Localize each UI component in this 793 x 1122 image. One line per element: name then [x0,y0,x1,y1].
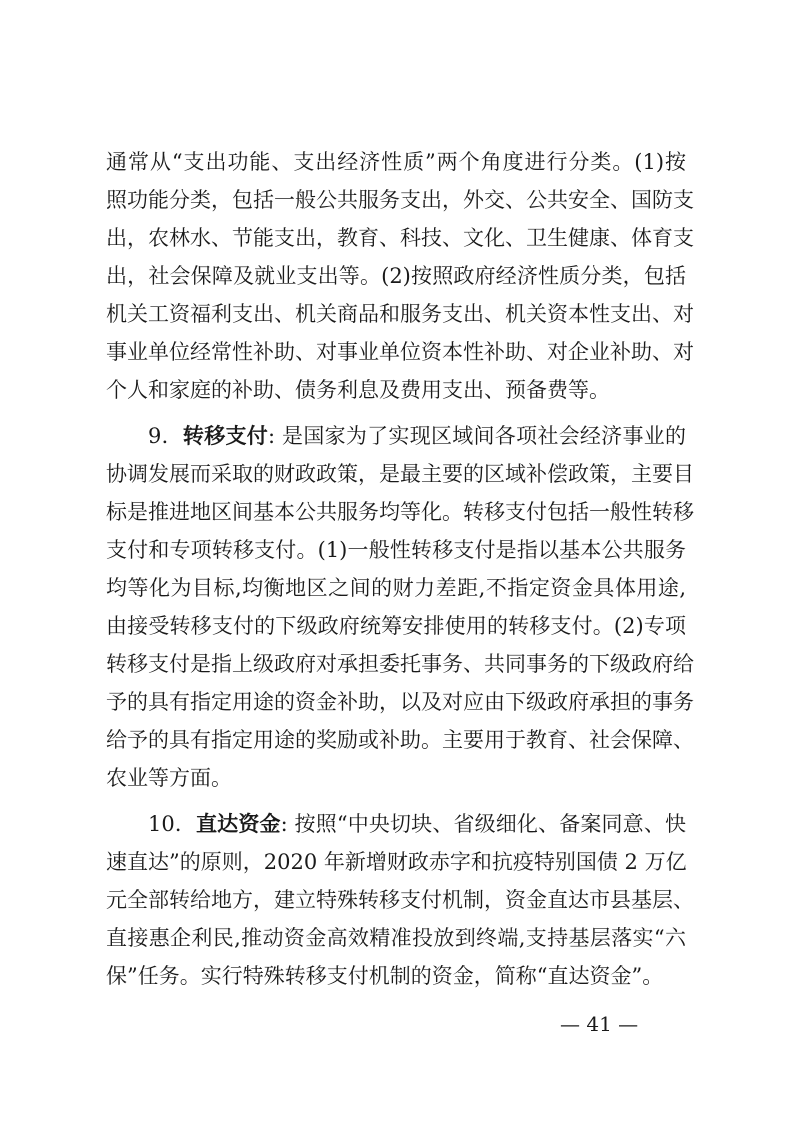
section-9-line: 给予的具有指定用途的奖励或补助。主要用于教育、社会保障、 [106,728,694,752]
section-9-line: 支付和专项转移支付。(1)一般性转移支付是指以基本公共服务 [106,538,686,562]
section-10-line: 速直达”的原则，2020 年新增财政赤字和抗疫特别国债 2 万亿 [106,850,687,874]
section-9-line: 标是推进地区间基本公共服务均等化。转移支付包括一般性转移 [106,500,694,524]
section-9-line: 予的具有指定用途的资金补助，以及对应由下级政府承担的事务 [106,690,694,714]
section-9-first-text: : 是国家为了实现区域间各项社会经济事业的 [268,424,687,448]
section-9-line: 由接受转移支付的下级政府统筹安排使用的转移支付。(2)专项 [106,614,686,638]
section-9-term: 转移支付 [182,424,269,448]
text-line: 出，农林水、节能支出，教育、科技、文化、卫生健康、体育支 [106,226,694,250]
text-line: 出，社会保障及就业支出等。(2)按照政府经济性质分类，包括 [106,264,686,288]
section-9-number: 9． [148,424,183,448]
section-10-line: 保”任务。实行特殊转移支付机制的资金，简称“直达资金”。 [106,964,664,988]
section-9-line: 协调发展而采取的财政政策，是最主要的区域补偿政策，主要目 [106,462,694,486]
section-9-line: 转移支付是指上级政府对承担委托事务、共同事务的下级政府给 [106,652,694,676]
text-line: 事业单位经常性补助、对事业单位资本性补助、对企业补助、对 [106,340,694,364]
section-10-number: 10． [148,812,197,836]
section-9-heading-line [148,424,686,448]
page-number: — 41 — [560,1012,639,1036]
section-9-line: 均等化为目标,均衡地区之间的财力差距,不指定资金具体用途, [106,576,686,600]
section-9-line: 农业等方面。 [106,766,232,790]
text-line: 照功能分类，包括一般公共服务支出，外交、公共安全、国防支 [106,188,694,212]
section-10-heading-line [148,812,686,836]
section-10-first-text: : 按照“中央切块、省级细化、备案同意、快 [280,812,686,836]
text-line: 通常从“支出功能、支出经济性质”两个角度进行分类。(1)按 [106,150,686,174]
text-line: 个人和家庭的补助、债务利息及费用支出、预备费等。 [106,378,610,402]
text-line: 机关工资福利支出、机关商品和服务支出、机关资本性支出、对 [106,302,694,326]
section-10-line: 直接惠企利民,推动资金高效精准投放到终端,支持基层落实“六 [106,926,686,950]
section-10-term: 直达资金 [196,812,281,836]
section-10-line: 元全部转给地方，建立特殊转移支付机制，资金直达市县基层、 [106,888,694,912]
